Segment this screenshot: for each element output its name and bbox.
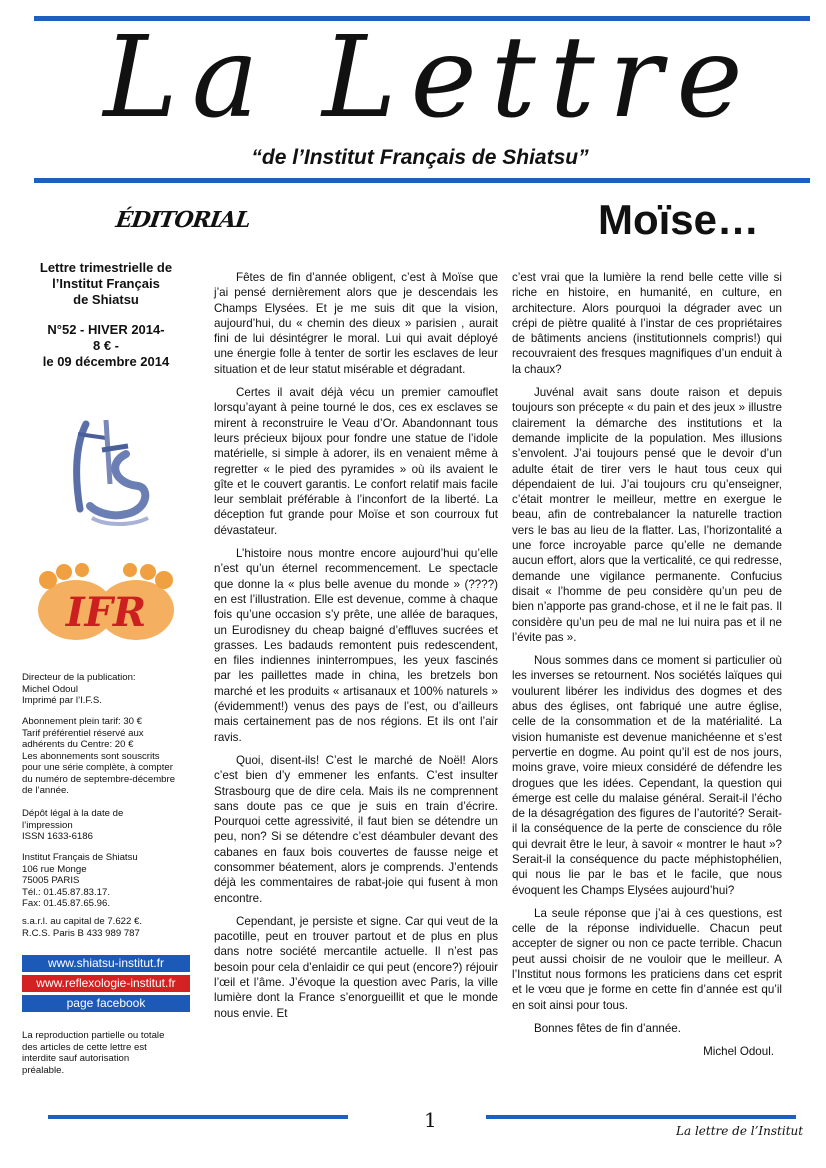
article-paragraph: Cependant, je persiste et signe. Car qui veut de la pacotille, peut en trouver partout et de plus en plus dans notre société mercantile actuelle. Il n’est pas besoin pour cela d’enlaidir ce qui peut (encore?) réjouir l’œil et l’âme. J’évoque la question avec Paris, la ville lumière dont la France s’enorgueillit et que le monde nous envie. Et (214, 914, 498, 1020)
ifr-logo-text: IFR (65, 589, 147, 636)
ifs-logo (66, 414, 156, 534)
article-paragraph: Nous sommes dans ce moment si particulier où les inverses se retournent. Nos sociétés laïques qui voulurent libérer les individus des dogmes et des abus des églises, ont fabriqué une autre église, celle de la consommation et de la matérialité. La vision humaniste est devenue manichéenne et s’est pervertie en dogme. Au point qu’il est de nos jours, moins grave, voire mieux considéré de défendre les drogues que les idées. Cependant, la question qui émerge est celle du malaise général. Serait-il l’écho de la désagrégation des figures de l’autorité? Serait-il la conséquence de la perte de conscience du rôle qui devrait être le leur, à savoir « montrer le haut »? Serait-il la conséquence du pacte méphistophélien, qui nous lie par le bas et le facile, que nous évoquent les Champs Elysées aujourd’hui? (512, 654, 782, 897)
issue-price: 8 € - (92, 338, 119, 353)
subscription-info (22, 716, 190, 797)
reproduction-line: La reproduction partielle ou totale (22, 1030, 165, 1041)
footer-rule-right (486, 1115, 796, 1119)
issue-line: l’Institut Français (52, 276, 160, 291)
article-column-1 (214, 270, 498, 1029)
company-line: R.C.S. Paris B 433 989 787 (22, 927, 140, 939)
article-column-2 (512, 270, 782, 1060)
subscription-line: du numéro de septembre-décembre (22, 773, 176, 785)
signature: Michel Odoul. (703, 1045, 774, 1059)
issue-number: N°52 - HIVER 2014- (47, 322, 165, 337)
masthead-title: La Lettre (103, 13, 757, 143)
article-paragraph: Quoi, disent-ils! C’est le marché de Noël! Alors c’est bien d’y emmener les enfants. C’est insulter Strasbourg que de dire cela. Mais ils ne comprennent sans doute pas ce que je suis en train d’écrire. Pourquoi cette agressivité, il faut bien se détendre un peu, non? Si se détendre c’est déambuler devant des cabanes en faux bois couvertes de fausse neige et consommer béatement, alors je comprends. J’entends déjà les commentaires de rabat-joie qui fusent à mon encontre. (214, 753, 498, 905)
issue-line: Lettre trimestrielle de (39, 260, 173, 275)
address-line: Institut Français de Shiatsu (22, 852, 138, 863)
director-info (22, 672, 190, 707)
article-paragraph: La seule réponse que j’ai à ces questions, est celle de la réponse individuelle. Chacun peut accepter de signer ou non ce pacte terrible. Chacun peut aussi choisir de ne vouloir que le meilleur. A l’Institut nous formons les praticiens dans cet esprit et le vœu que je forme en cette fin d’année est qu’il en soit ainsi pour tous. (512, 906, 782, 1012)
section-label: ÉDITORIAL (114, 207, 252, 233)
footer-rule-left (48, 1115, 348, 1119)
issue-line: de Shiatsu (73, 292, 139, 307)
subscription-line: Les abonnements sont souscrits (22, 750, 160, 762)
director-line: Imprimé par l’I.F.S. (22, 695, 102, 706)
issue-info (22, 260, 190, 370)
facebook-page-link[interactable]: page facebook (22, 995, 190, 1012)
address-line: 75005 PARIS (22, 875, 80, 886)
ifs-logo-text: IFS (110, 532, 112, 533)
address-line: Tél.: 01.45.87.83.17. (22, 886, 111, 898)
director-line: Michel Odoul (22, 683, 78, 695)
reproduction-line: des articles de cette lettre est (22, 1041, 147, 1053)
legal-line: l’impression (22, 819, 73, 831)
subscription-line: pour une série complète, à compter (22, 762, 173, 773)
article-paragraph: c’est vrai que la lumière la rend belle cette ville si riche en histoire, en humanité, en culture, en architecture. Alors pourquoi la dégrader avec un crépi de piètre qualité à l’instar de ces propriétaires de bâtiments anciens (institutionnels compris!) qui recouvraient des fresques magnifiques d’un enduit à la chaux? (512, 271, 782, 376)
director-line: Directeur de la publication: (22, 672, 136, 683)
address-line: 106 rue Monge (22, 863, 87, 875)
reflexologie-website-link[interactable]: www.reflexologie-institut.fr (22, 975, 190, 992)
company-line: s.a.r.l. au capital de 7.622 €. (22, 916, 143, 927)
subscription-line: Abonnement plein tarif: 30 € (22, 716, 143, 727)
article-title: Moïse… (598, 196, 760, 243)
address-info (22, 852, 190, 910)
reproduction-notice (22, 1030, 190, 1076)
ifr-logo (26, 560, 186, 650)
article-paragraph: L’histoire nous montre encore aujourd’hui qu’elle n’est qu’un éternel recommencement. Le spectacle que donne la « plus belle avenue du monde » (????) en est l’illustration. Elle est devenue, comme à chaque fois qu’une occasion s’y prête, une allée de baraques, un Eurodisney du cheap baigné d’effluves sucrées et grasses. Les badauds remontent puis redescendent, en files indiennes ininterrompues, les yeux fascinés par les paillettes made in china, les bretzels bon marché et les produits « artisanaux et 100% naturels » (évidemment!) venus des pays de l’est, ou d’ailleurs mais certainement pas de nos régions. Et ils ont l’air ravis. (214, 547, 498, 744)
issue-date: le 09 décembre 2014 (42, 354, 170, 369)
article-paragraph: Certes il avait déjà vécu un premier camouflet lorsqu’ayant à peine tourné le dos, ces ex esclaves se mirent à reconstruire le Veau d’Or. Abandonnant tous leurs précieux bijoux pour fondre une statue de l’idole matérielle, si simple à adorer, ils en venaient même à regretter « le pied des pyramides » où ils avaient le gîte et le couvert garantis. Le confort relatif mais facile leur semblait préférable à l’inconfort de la liberté. La déception fut grande pour Moïse et son courroux fut dévastateur. (214, 386, 498, 537)
legal-info (22, 808, 190, 843)
page-number: 1 (424, 1108, 437, 1132)
shiatsu-website-link[interactable]: www.shiatsu-institut.fr (22, 955, 190, 972)
masthead-bottom-rule (34, 178, 810, 183)
article-paragraph: Bonnes fêtes de fin d’année. (534, 1021, 681, 1035)
subscription-line: de l’année. (22, 785, 69, 796)
reproduction-line: interdite sauf autorisation (22, 1053, 130, 1064)
company-info (22, 916, 190, 939)
article-paragraph: Juvénal avait sans doute raison et depuis toujours son précepte « du pain et des jeux » illustre clairement la démarche des institutions et la demande implicite de la population. Mes illusions s’envolent. J’ai toujours pensé que le devoir d’un adulte était de tirer vers le haut tous ceux qui dépendaient de lui. J’ai toujours cru qu’enseigner, c’était montrer le meilleur, mettre en exergue le beau, afin de contrebalancer la naturelle traction vers le bas au lieu de la flatter. Las, l’horizontalité a une force incroyable parce qu’elle ne demande aucun effort, alors que la verticalité, ce qui redresse, demande une vigilance permanente. Confucius disait « l’homme de peu considère qu’un peu de bien n’apporte pas grand-chose, et il ne le fait pas. Il considère qu’un peu de mal ne lui nuira pas et il ne l’évite pas ». (512, 386, 782, 644)
masthead-subtitle: “de l’Institut Français de Shiatsu” (251, 146, 589, 169)
footer-label: La lettre de l’Institut (676, 1124, 804, 1138)
reproduction-line: préalable. (22, 1064, 65, 1076)
legal-line: ISSN 1633-6186 (22, 831, 93, 842)
legal-line: Dépôt légal à la date de (22, 808, 124, 819)
subscription-line: adhérents du Centre: 20 € (22, 739, 134, 750)
address-line: Fax: 01.45.87.65.96. (22, 898, 111, 909)
subscription-line: Tarif préférentiel réservé aux (22, 727, 144, 739)
article-paragraph: Fêtes de fin d’année obligent, c’est à Moïse que j’ai pensé dernièrement alors que je descendais les Champs Elysées. Et je me suis dit que la vision, aujourd’hui, du « chemin des dieux » parisien , aurait fini de lui désintégrer le moral. Lui qui avait déployé une énergie folle à tenter de sortir les esclaves de leur situation et de leur statut misérable et dégradant. (214, 271, 498, 376)
